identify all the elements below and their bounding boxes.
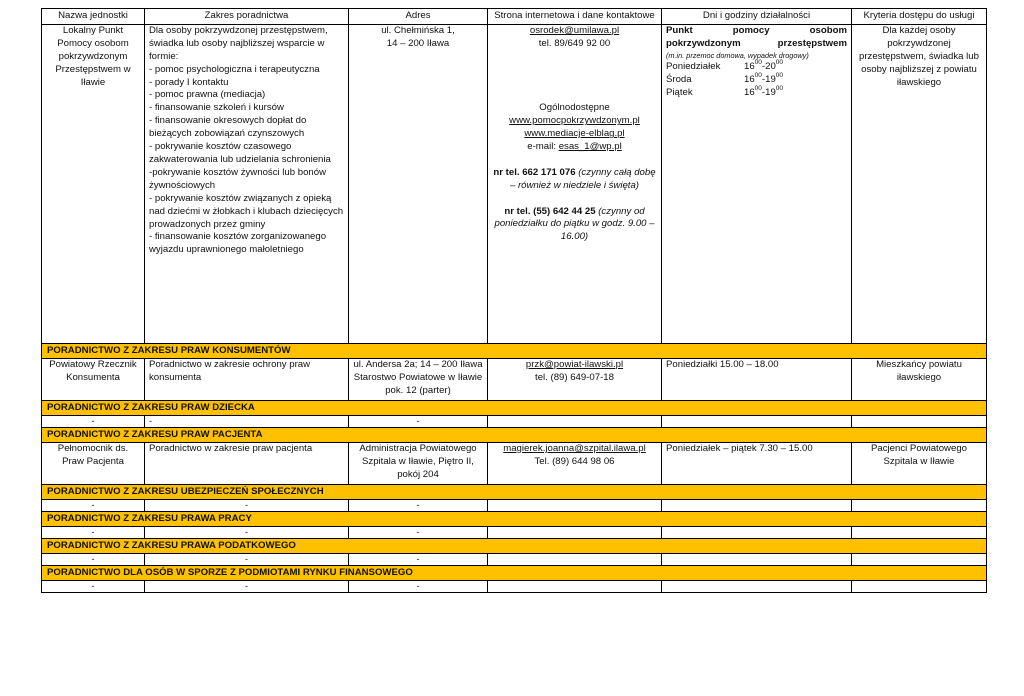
- section-header: [42, 511, 987, 526]
- criteria-cell: Mieszkańcy powiatu iławskiego: [852, 358, 987, 400]
- section-title: PORADNICTWO Z ZAKRESU UBEZPIECZEŃ SPOŁECZNYCH: [42, 484, 987, 499]
- phone-text: tel. 89/649 92 00: [538, 37, 611, 49]
- hours-note: (m.in. przemoc domowa, wypadek drogowy): [666, 50, 809, 60]
- empty-cell: -: [42, 580, 145, 592]
- section-title: PORADNICTWO Z ZAKRESU PRAW PACJENTA: [42, 427, 987, 442]
- empty-cell: [488, 526, 662, 538]
- empty-cell: [488, 553, 662, 565]
- empty-cell: [662, 580, 852, 592]
- scope-item: - pokrywanie kosztów związanych z opieką nad dziećmi w żłobkach i klubach dziecięcych prowadzonych przez gminy: [149, 192, 344, 230]
- contact-cell: [488, 24, 662, 343]
- scope-cell: Poradnictwo w zakresie praw pacjenta: [145, 442, 349, 484]
- empty-cell: -: [349, 526, 488, 538]
- empty-cell: -: [349, 499, 488, 511]
- address-cell: Administracja Powiatowego Szpitala w Iławie, Piętro II, pokój 204: [349, 442, 488, 484]
- empty-cell: -: [145, 499, 349, 511]
- section-header: [42, 343, 987, 358]
- scope-item: - finansowanie okresowych dopłat do bieżących zobowiązań czynszowych: [149, 115, 307, 140]
- email-link[interactable]: magierek.joanna@szpital.ilawa.pl: [503, 442, 646, 454]
- empty-cell: [488, 499, 662, 511]
- header-scope: Zakres poradnictwa: [145, 9, 349, 25]
- scope-cell: [145, 24, 349, 343]
- hotline-1-note: (czynny całą dobę – również w niedziele i święta): [509, 166, 656, 191]
- phone-text: Tel. (89) 644 98 06: [534, 455, 615, 467]
- empty-cell: -: [145, 526, 349, 538]
- hours-cell: Poniedziałek – piątek 7.30 – 15.00: [662, 442, 852, 484]
- scope-cell: Poradnictwo w zakresie ochrony praw konsumenta: [145, 358, 349, 400]
- empty-cell: [852, 553, 987, 565]
- header-criteria: Kryteria dostępu do usługi: [852, 9, 987, 25]
- hotline-2-number: nr tel. (55) 642 44 25: [504, 205, 596, 217]
- scope-item: - porady I kontaktu: [149, 76, 229, 88]
- header-contact: Strona internetowa i dane kontaktowe: [488, 9, 662, 25]
- section-title: PORADNICTWO DLA OSÓB W SPORZE Z PODMIOTAMI RYNKU FINANSOWEGO: [42, 565, 987, 580]
- empty-cell: -: [42, 415, 145, 427]
- email-link[interactable]: przk@powiat-ilawski.pl: [525, 358, 624, 370]
- header-hours: Dni i godziny działalności: [662, 9, 852, 25]
- hotline-2: [492, 206, 657, 245]
- section-title: PORADNICTWO Z ZAKRESU PRAW KONSUMENTÓW: [42, 343, 987, 358]
- unit-name: Powiatowy Rzecznik Konsumenta: [42, 358, 145, 400]
- hours-day: Piątek: [666, 86, 693, 98]
- empty-cell: [662, 499, 852, 511]
- empty-cell: [488, 580, 662, 592]
- hotline-2-note: (czynny od poniedziałku do piątku w godz. 9.00 – 16.00): [494, 205, 655, 243]
- empty-cell: -: [349, 553, 488, 565]
- table-row: [42, 499, 987, 511]
- hours-time: $16^{00}-19^{00}$: [744, 71, 784, 85]
- header-address: Adres: [349, 9, 488, 25]
- table-row: [42, 553, 987, 565]
- empty-cell: -: [145, 553, 349, 565]
- public-label: Ogólnodostępne: [539, 102, 610, 114]
- empty-cell: [662, 415, 852, 427]
- header-name: Nazwa jednostki: [42, 9, 145, 25]
- section-title: PORADNICTWO Z ZAKRESU PRAW DZIECKA: [42, 400, 987, 415]
- table-row: [42, 580, 987, 592]
- section-header: [42, 538, 987, 553]
- criteria-cell: Dla każdej osoby pokrzywdzonej przestępstwem, świadka lub osoby najbliższej z powiatu iławskiego: [852, 24, 987, 343]
- header-row: [42, 9, 987, 25]
- table-row: [42, 415, 987, 427]
- empty-cell: -: [145, 415, 349, 427]
- hotline-1-number: nr tel. 662 171 076: [493, 166, 576, 178]
- table-row: [42, 24, 987, 343]
- email2-prefix: e-mail:: [527, 141, 559, 152]
- table-row: [42, 526, 987, 538]
- section-header: [42, 565, 987, 580]
- scope-item: - pokrywanie kosztów czasowego zakwaterowania lub udzielania schronienia: [149, 141, 331, 165]
- contact-cell: [488, 442, 662, 484]
- section-header: [42, 484, 987, 499]
- empty-cell: -: [145, 580, 349, 592]
- hours-day: Środa: [666, 73, 692, 85]
- address-line: ul. Chełmińska 1,: [381, 24, 455, 36]
- phone-text: tel. (89) 649-07-18: [535, 371, 614, 383]
- table-row: [42, 442, 987, 484]
- address-line: 14 – 200 Iława: [386, 37, 450, 49]
- empty-cell: [662, 526, 852, 538]
- address-cell: [349, 24, 488, 343]
- email2-link[interactable]: esas_1@wp.pl: [558, 141, 622, 152]
- table-row: [42, 358, 987, 400]
- section-header: [42, 400, 987, 415]
- email-link[interactable]: osrodek@umilawa.pl: [529, 24, 620, 36]
- hours-cell: Poniedziałki 15.00 – 18.00: [662, 358, 852, 400]
- hours-time: $16^{00}-19^{00}$: [744, 84, 784, 98]
- section-title: PORADNICTWO Z ZAKRESU PRAWA PODATKOWEGO: [42, 538, 987, 553]
- scope-item: - pomoc prawna (mediacja): [149, 89, 266, 101]
- scope-item: - finansowanie szkoleń i kursów: [149, 102, 284, 114]
- scope-item: -pokrywanie kosztów żywności lub bonów żywnościowych: [149, 166, 327, 191]
- empty-cell: [852, 499, 987, 511]
- contact-cell: [488, 358, 662, 400]
- criteria-cell: Pacjenci Powiatowego Szpitala w Iławie: [852, 442, 987, 484]
- address-cell: ul. Andersa 2a; 14 – 200 Iława Starostwo Powiatowe w Iławie pok. 12 (parter): [349, 358, 488, 400]
- empty-cell: -: [349, 415, 488, 427]
- website-link[interactable]: www.pomocpokrzywdzonym.pl: [509, 115, 640, 127]
- advice-table: [41, 8, 987, 593]
- section-header: [42, 427, 987, 442]
- empty-cell: [488, 415, 662, 427]
- empty-cell: [852, 526, 987, 538]
- hours-title: Punkt pomocy osobom pokrzywdzonym przestępstwem: [666, 24, 847, 49]
- empty-cell: [852, 580, 987, 592]
- hours-row: [666, 84, 847, 100]
- hotline-1: [492, 167, 657, 193]
- document-page: [41, 8, 986, 593]
- website-link[interactable]: www.mediacje-elblag.pl: [524, 128, 625, 140]
- empty-cell: -: [42, 526, 145, 538]
- unit-name: Lokalny Punkt Pomocy osobom pokrzywdzonym Przestępstwem w Iławie: [42, 24, 145, 343]
- scope-item: - finansowanie kosztów zorganizowanego wyjazdu uprawnionego małoletniego: [149, 231, 327, 256]
- scope-item: - pomoc psychologiczna i terapeutyczna: [149, 63, 320, 75]
- hours-time: $16^{00}-20^{00}$: [744, 58, 784, 72]
- scope-item: Dla osoby pokrzywdzonej przestępstwem, świadka lub osoby najbliższej wsparcie w formie:: [149, 24, 328, 62]
- empty-cell: [662, 553, 852, 565]
- empty-cell: -: [349, 580, 488, 592]
- empty-cell: -: [42, 553, 145, 565]
- hours-day: Poniedziałek: [666, 60, 721, 72]
- empty-cell: -: [42, 499, 145, 511]
- hours-cell: [662, 24, 852, 343]
- unit-name: Pełnomocnik ds. Praw Pacjenta: [42, 442, 145, 484]
- email2-line: [492, 141, 657, 154]
- empty-cell: [852, 415, 987, 427]
- section-title: PORADNICTWO Z ZAKRESU PRAWA PRACY: [42, 511, 987, 526]
